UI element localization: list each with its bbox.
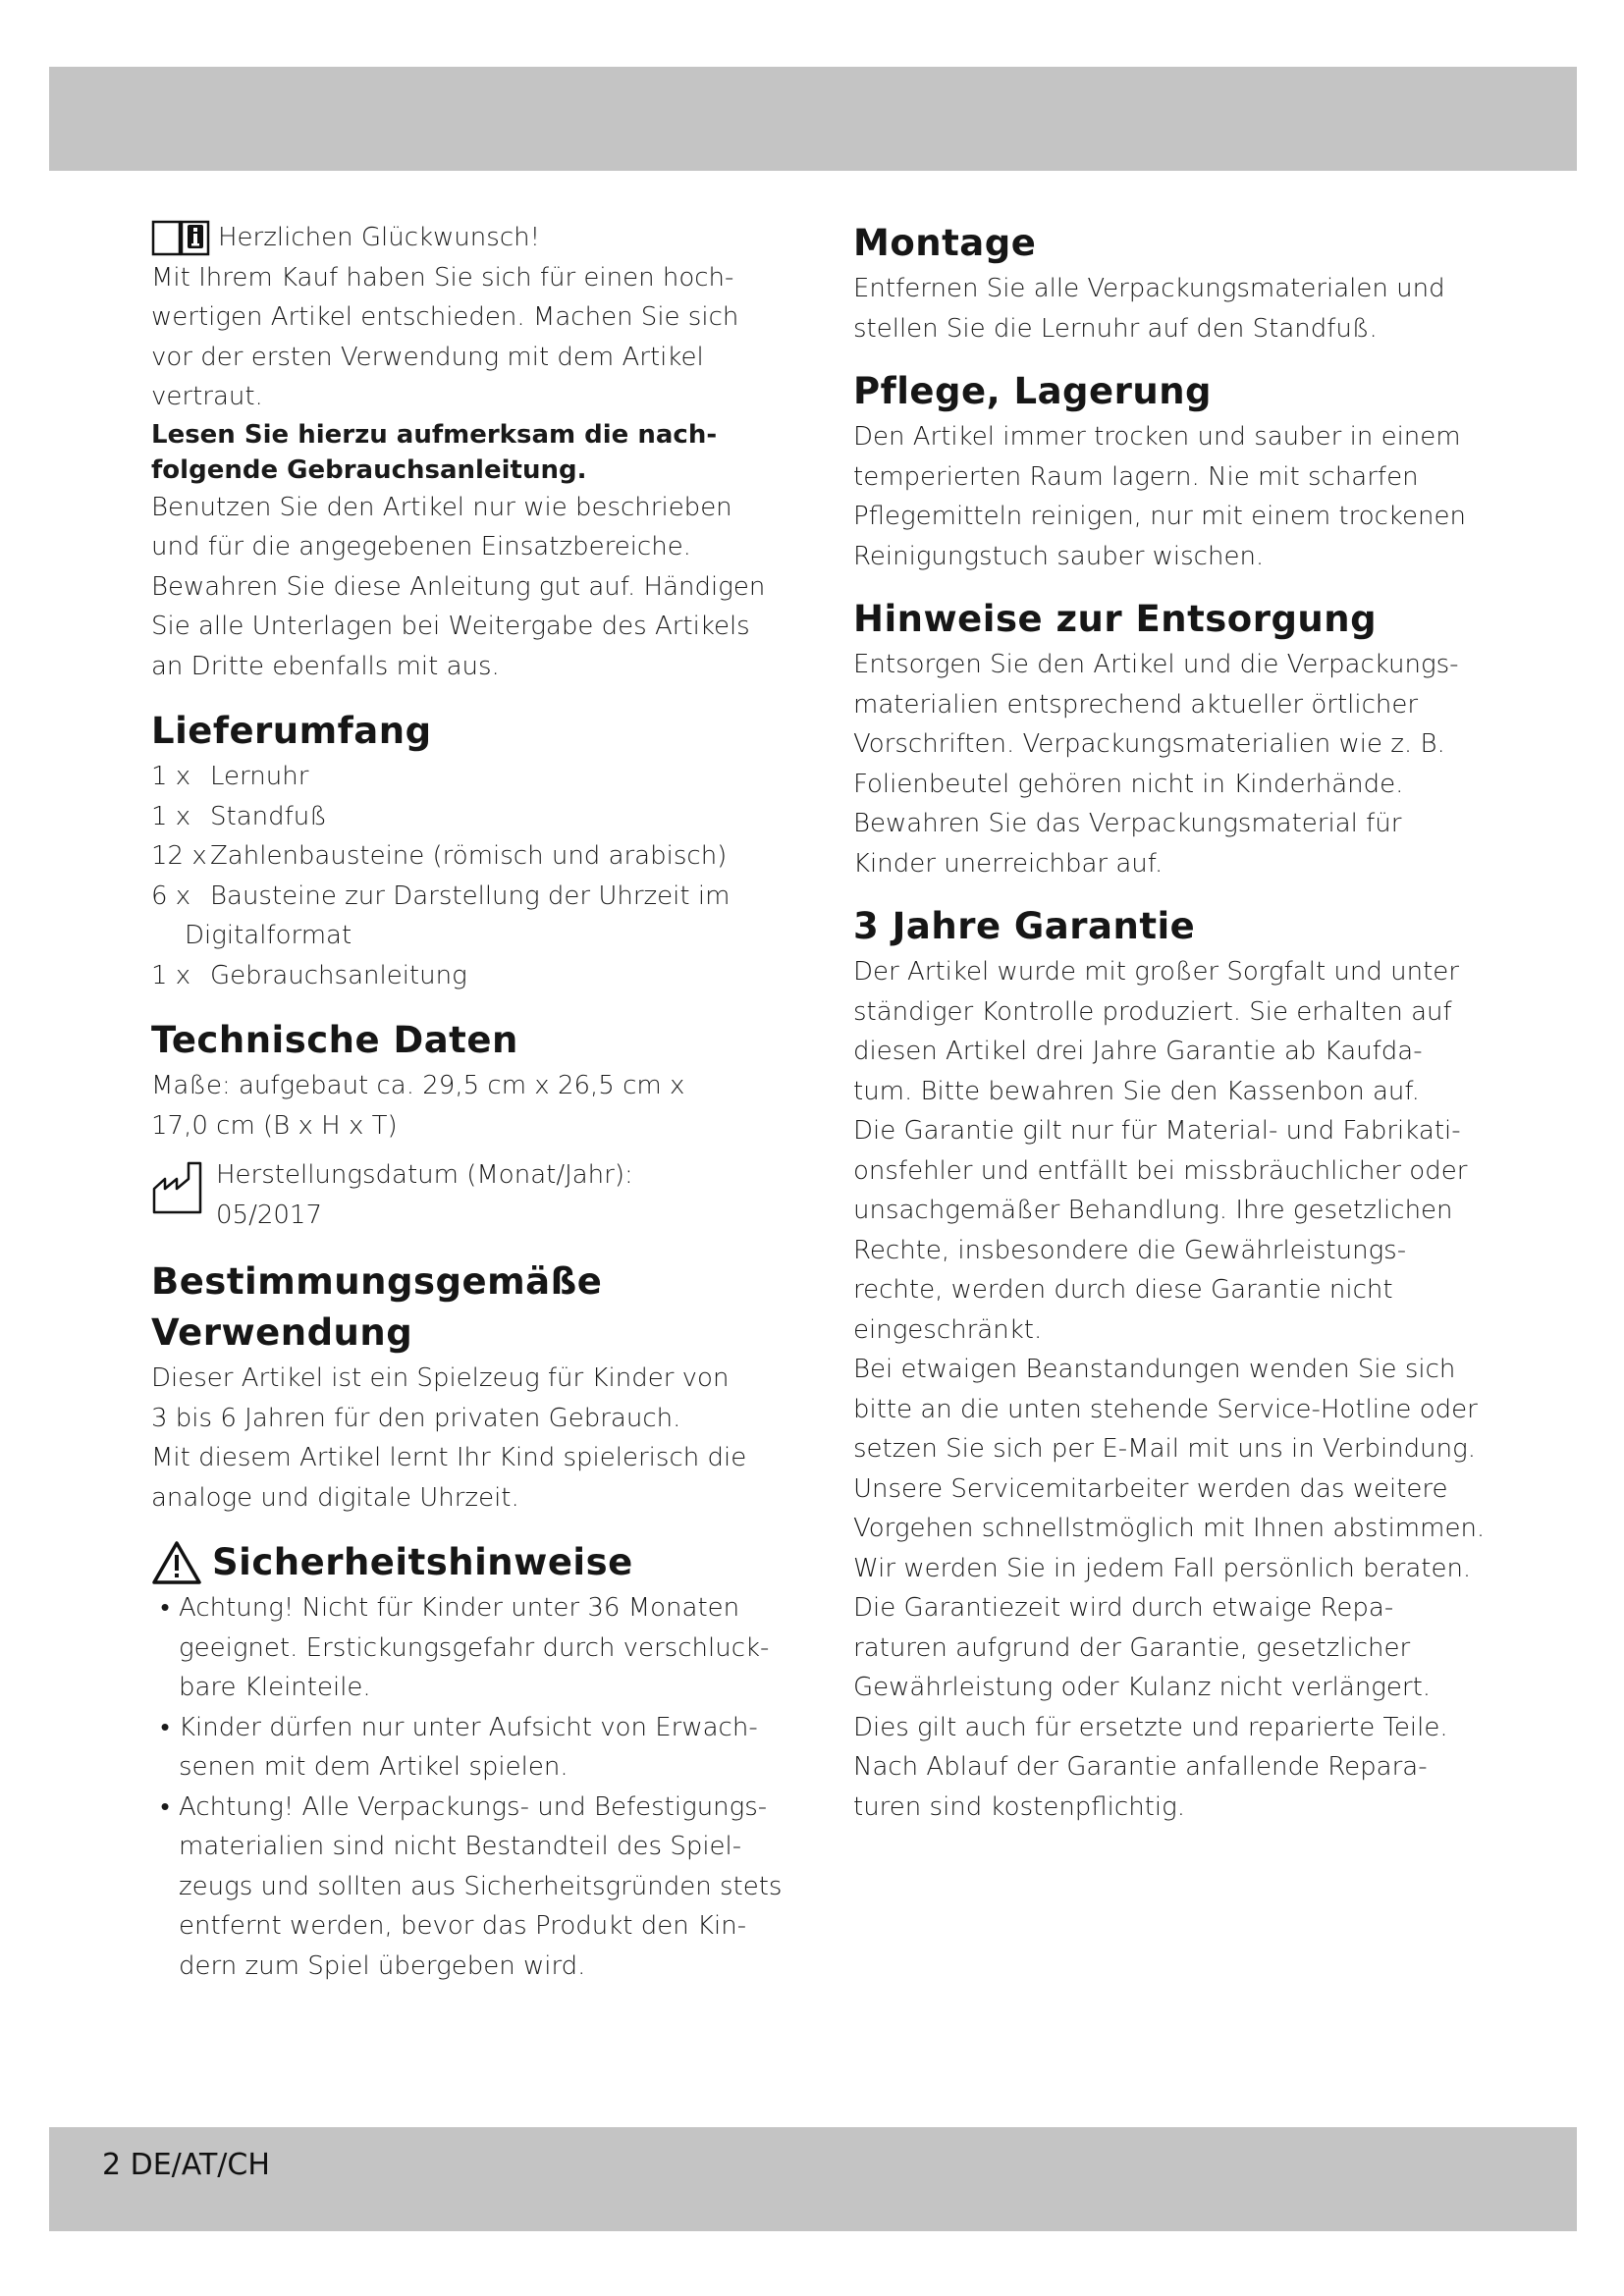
- pflege-heading: Pflege, Lagerung: [853, 370, 1213, 412]
- list-item: • Achtung! Alle Verpackungs- und Befestigungs- materialien sind nicht Bestandteil des Spiel- zeugs und sollten aus Sicherheitsgründen stets entfernt werden, bevor das Produkt den Kin- dern zum Spiel übergeben wird.: [160, 1791, 783, 1981]
- right-column: [853, 218, 1491, 1827]
- sicherheit-heading: Sicherheitshinweise: [212, 1541, 633, 1583]
- technische-daten-heading: Technische Daten: [151, 1019, 518, 1061]
- list-item-continuation: Digitalformat: [185, 921, 352, 950]
- garantie-text: Der Artikel wurde mit großer Sorgfalt und unter ständiger Kontrolle produziert. Sie erhalten auf diesen Artikel drei Jahre Garantie ab Kaufda- tum. Bitte bewahren Sie den Kassenbon auf. Die Garantie gilt nur für Material- und Fabrikati- onsfehler und entfällt bei missbräuchlicher oder unsachgemäßer Behandlung. Ihre gesetzlichen Rechte, insbesondere die Gewährleistungs- rechte, werden durch diese Garantie nicht eingeschränkt. Bei etwaigen Beanstandungen wenden Sie sich bitte an die unten stehende Service-Hotline oder setzen Sie sich per E-Mail mit uns in Verbindung. Unsere Servicemitarbeiter werden das weitere Vorgehen schnellstmöglich mit Ihnen abstimmen. Wir werden Sie in jedem Fall persönlich beraten. Die Garantiezeit wird durch etwaige Repa- raturen aufgrund der Garantie, gesetzlicher Gewährleistung oder Kulanz nicht verlängert. Dies gilt auch für ersetzte und reparierte Teile. Nach Ablauf der Garantie anfallende Repara- turen sind kostenpflichtig.: [853, 957, 1486, 1822]
- technische-daten-text: Maße: aufgebaut ca. 29,5 cm x 26,5 cm x 17,0 cm (B x H x T): [151, 1071, 685, 1141]
- intro-bold-text: Lesen Sie hierzu aufmerksam die nach- folgende Gebrauchsanleitung.: [151, 419, 718, 485]
- list-item: 12 x Zahlenbausteine (römisch und arabisch): [151, 841, 728, 871]
- manufacture-date-row: [151, 1155, 789, 1235]
- bestimmung-text: Dieser Artikel ist ein Spielzeug für Kinder von 3 bis 6 Jahren für den privaten Gebrauch. Mit diesem Artikel lernt Ihr Kind spielerisch die analoge und digitale Uhrzeit.: [151, 1363, 747, 1513]
- montage-heading: Montage: [853, 222, 1037, 264]
- manufacture-date-value: 05/2017: [216, 1200, 323, 1230]
- intro-after-text: Benutzen Sie den Artikel nur wie beschrieben und für die angegebenen Einsatzbereiche. Bewahren Sie diese Anleitung gut auf. Händigen Sie alle Unterlagen bei Weitergabe des Artikels an Dritte ebenfalls mit aus.: [151, 492, 766, 681]
- garantie-heading: 3 Jahre Garantie: [853, 905, 1196, 947]
- montage-text: Entfernen Sie alle Verpackungsmaterialen und stellen Sie die Lernuhr auf den Standfuß.: [853, 274, 1445, 344]
- sicherheit-heading-row: [151, 1537, 789, 1588]
- header-band: [49, 67, 1577, 171]
- lieferumfang-heading: Lieferumfang: [151, 710, 432, 752]
- warning-triangle-icon: [151, 1540, 202, 1585]
- intro-title: Herzlichen Glückwunsch!: [218, 223, 541, 252]
- footer-band: [49, 2127, 1577, 2231]
- entsorgung-text: Entsorgen Sie den Artikel und die Verpackungs- materialien entsprechend aktueller örtlicher Vorschriften. Verpackungsmaterialien wie z. B. Folienbeutel gehören nicht in Kinderhände. Bewahren Sie das Verpackungsmaterial für Kinder unerreichbar auf.: [853, 650, 1459, 879]
- list-item: 1 x Lernuhr: [151, 762, 309, 791]
- lieferumfang-list: [151, 757, 789, 995]
- intro-text: Mit Ihrem Kauf haben Sie sich für einen hoch- wertigen Artikel entschieden. Machen Sie sich vor der ersten Verwendung mit dem Artikel vertraut.: [151, 262, 739, 411]
- list-item: 1 x Gebrauchsanleitung: [151, 960, 467, 990]
- page-number: 2 DE/AT/CH: [102, 2148, 270, 2182]
- entsorgung-heading: Hinweise zur Entsorgung: [853, 598, 1378, 640]
- intro-title-row: [151, 218, 789, 258]
- bestimmung-heading: Bestimmungsgemäße Verwendung: [151, 1260, 603, 1354]
- list-item: • Achtung! Nicht für Kinder unter 36 Monaten geeignet. Erstickungsgefahr durch verschluck- bare Kleinteile.: [160, 1593, 770, 1702]
- list-item: • Kinder dürfen nur unter Aufsicht von Erwach- senen mit dem Artikel spielen.: [160, 1712, 758, 1782]
- instruction-book-icon: [151, 219, 212, 258]
- left-column: [151, 218, 789, 1986]
- list-item: 1 x Standfuß: [151, 801, 327, 831]
- factory-icon: [151, 1159, 210, 1218]
- list-item: 6 x Bausteine zur Darstellung der Uhrzeit im: [151, 881, 731, 911]
- sicherheit-list: [151, 1588, 789, 1986]
- pflege-text: Den Artikel immer trocken und sauber in einem temperierten Raum lagern. Nie mit scharfen Pflegemitteln reinigen, nur mit einem trockenen Reinigungstuch sauber wischen.: [853, 422, 1466, 571]
- manufacture-date-label: Herstellungsdatum (Monat/Jahr):: [216, 1160, 633, 1190]
